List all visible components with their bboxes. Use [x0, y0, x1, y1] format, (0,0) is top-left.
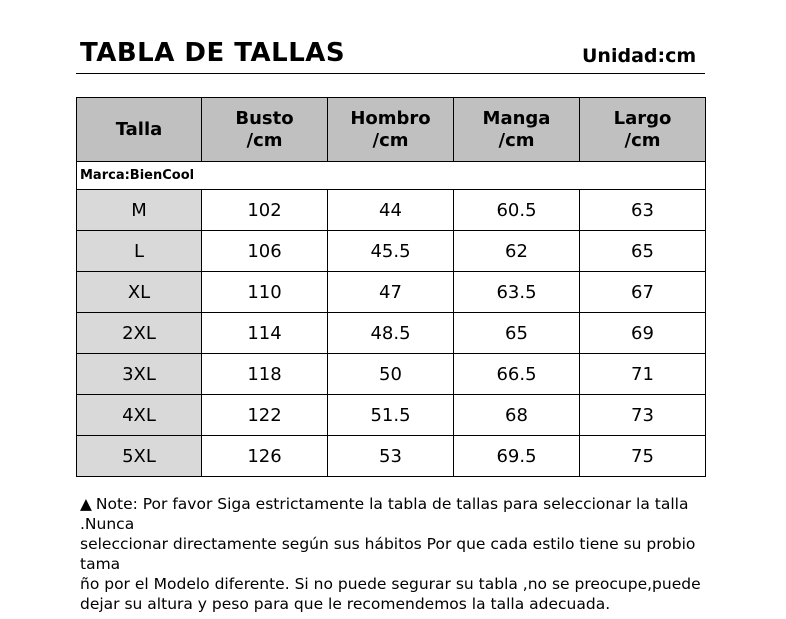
title-divider — [76, 73, 705, 74]
bust-cell: 122 — [202, 395, 328, 436]
column-header-busto: Busto /cm — [202, 98, 328, 162]
sleeve-cell: 69.5 — [454, 436, 580, 477]
unit-label: Unidad:cm — [582, 45, 697, 67]
sleeve-cell: 66.5 — [454, 354, 580, 395]
table-row — [77, 436, 706, 477]
length-cell: 75 — [580, 436, 706, 477]
page-title: TABLA DE TALLAS — [80, 38, 346, 68]
column-header-hombro: Hombro /cm — [328, 98, 454, 162]
table-row — [77, 231, 706, 272]
bust-cell: 102 — [202, 190, 328, 231]
size-note — [80, 494, 720, 614]
shoulder-cell: 47 — [328, 272, 454, 313]
note-line: Note: Por favor Siga estrictamente la tabla de tallas para seleccionar la talla .Nunca — [80, 495, 689, 533]
size-table — [76, 97, 706, 477]
size-cell: 3XL — [77, 354, 202, 395]
size-cell: 4XL — [77, 395, 202, 436]
shoulder-cell: 45.5 — [328, 231, 454, 272]
sleeve-cell: 68 — [454, 395, 580, 436]
size-cell: 2XL — [77, 313, 202, 354]
size-cell: 5XL — [77, 436, 202, 477]
bust-cell: 126 — [202, 436, 328, 477]
table-row — [77, 272, 706, 313]
column-header-largo: Largo /cm — [580, 98, 706, 162]
length-cell: 69 — [580, 313, 706, 354]
sleeve-cell: 63.5 — [454, 272, 580, 313]
size-cell: M — [77, 190, 202, 231]
column-header-talla: Talla — [77, 98, 202, 162]
bust-cell: 110 — [202, 272, 328, 313]
length-cell: 65 — [580, 231, 706, 272]
note-line: dejar su altura y peso para que le recomendemos la talla adecuada. — [80, 595, 611, 613]
note-line: ño por el Modelo diferente. Si no puede segurar su tabla ,no se preocupe,puede — [80, 575, 701, 593]
length-cell: 73 — [580, 395, 706, 436]
length-cell: 63 — [580, 190, 706, 231]
shoulder-cell: 53 — [328, 436, 454, 477]
table-row — [77, 313, 706, 354]
table-row — [77, 190, 706, 231]
sleeve-cell: 60.5 — [454, 190, 580, 231]
table-row — [77, 354, 706, 395]
shoulder-cell: 50 — [328, 354, 454, 395]
sleeve-cell: 65 — [454, 313, 580, 354]
length-cell: 71 — [580, 354, 706, 395]
size-cell: XL — [77, 272, 202, 313]
bust-cell: 106 — [202, 231, 328, 272]
shoulder-cell: 51.5 — [328, 395, 454, 436]
size-cell: L — [77, 231, 202, 272]
brand-label: Marca:BienCool — [77, 162, 706, 190]
brand-row — [77, 162, 706, 190]
shoulder-cell: 48.5 — [328, 313, 454, 354]
table-row — [77, 395, 706, 436]
sleeve-cell: 62 — [454, 231, 580, 272]
bust-cell: 118 — [202, 354, 328, 395]
bust-cell: 114 — [202, 313, 328, 354]
column-header-manga: Manga /cm — [454, 98, 580, 162]
shoulder-cell: 44 — [328, 190, 454, 231]
triangle-up-icon: ▲ — [80, 495, 92, 513]
table-header-row — [77, 98, 706, 162]
note-line: seleccionar directamente según sus hábitos Por que cada estilo tiene su probio tama — [80, 535, 696, 573]
length-cell: 67 — [580, 272, 706, 313]
